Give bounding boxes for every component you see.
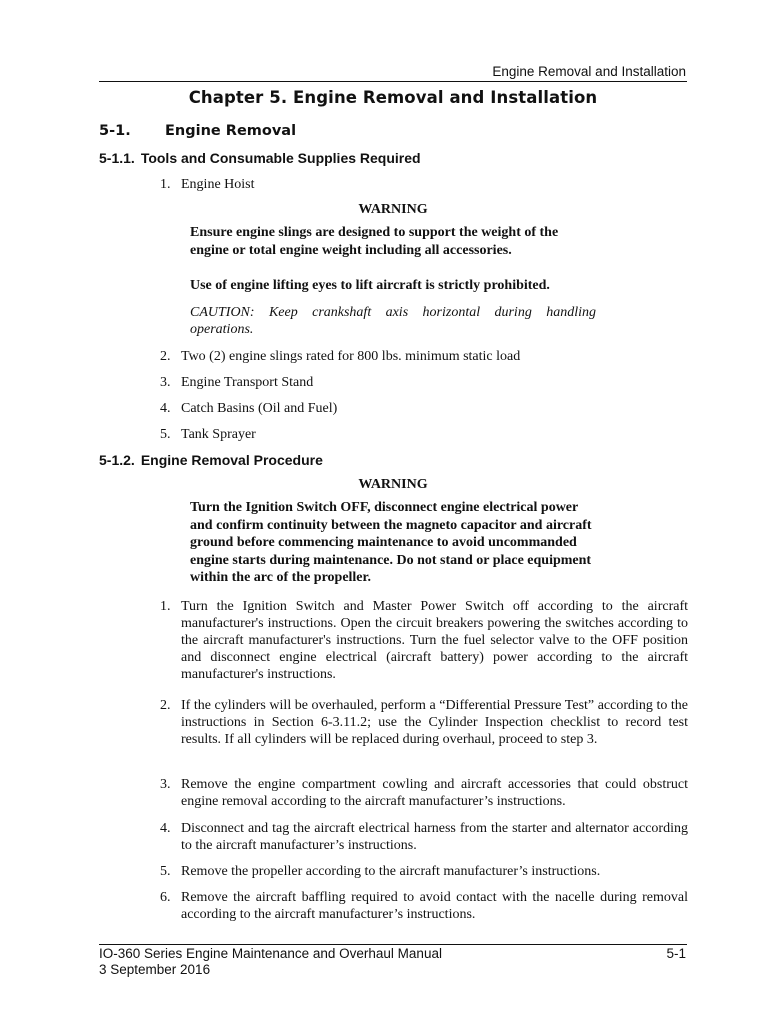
- procedure-step: [160, 697, 688, 748]
- subsection-title: Tools and Consumable Supplies Required: [140, 150, 421, 166]
- list-item: [160, 400, 688, 417]
- list-item-text: Two (2) engine slings rated for 800 lbs. minimum static load: [181, 349, 521, 364]
- footer-info: [99, 946, 442, 978]
- step-number: 6.: [160, 890, 171, 905]
- list-item-number: 3.: [160, 375, 171, 390]
- procedure-step: [160, 889, 688, 923]
- list-item: [160, 348, 688, 365]
- step-text: Remove the aircraft baffling required to avoid contact with the nacelle during removal according to the aircraft manufacturer’s instructions.: [181, 890, 688, 922]
- step-text: Turn the Ignition Switch and Master Power Switch off according to the aircraft manufacturer's instructions. Open the circuit breakers powering the switches according to the aircraft manufacturer's instructions. Turn the fuel selector valve to the OFF position and disconnect engine electrical (aircraft battery) power according to the aircraft manufacturer's instructions.: [181, 599, 688, 682]
- warning-title: WARNING: [358, 477, 428, 492]
- step-text: Disconnect and tag the aircraft electrical harness from the starter and alternator according to the aircraft manufacturer’s instructions.: [181, 821, 688, 853]
- list-item: [160, 426, 688, 443]
- caution-note: CAUTION: Keep crankshaft axis horizontal during handling operations.: [190, 305, 596, 337]
- list-item-number: 4.: [160, 401, 171, 416]
- subsection-heading-tools: [99, 150, 421, 166]
- warning-text: Use of engine lifting eyes to lift aircraft is strictly prohibited.: [190, 278, 550, 293]
- step-text: Remove the engine compartment cowling and aircraft accessories that could obstruct engine removal according to the aircraft manufacturer’s instructions.: [181, 777, 688, 809]
- footer-rule: [99, 944, 687, 945]
- list-item-number: 1.: [160, 177, 171, 192]
- page-number: 5-1: [666, 946, 686, 961]
- list-item: [160, 374, 688, 391]
- list-item-text: Engine Hoist: [181, 177, 255, 192]
- step-number: 5.: [160, 864, 171, 879]
- list-item-number: 5.: [160, 427, 171, 442]
- subsection-heading-procedure: [99, 452, 323, 468]
- list-item-text: Catch Basins (Oil and Fuel): [181, 401, 338, 416]
- running-header: Engine Removal and Installation: [492, 64, 686, 79]
- step-number: 2.: [160, 698, 171, 713]
- list-item-number: 2.: [160, 349, 171, 364]
- step-number: 3.: [160, 777, 171, 792]
- chapter-title: Chapter 5. Engine Removal and Installation: [188, 88, 598, 107]
- step-text: Remove the propeller according to the aircraft manufacturer’s instructions.: [181, 864, 601, 879]
- subsection-number: 5-1.1.: [99, 150, 135, 166]
- warning-title: WARNING: [358, 202, 428, 217]
- section-heading: [99, 123, 296, 139]
- procedure-step: [160, 776, 688, 810]
- step-text: If the cylinders will be overhauled, perform a “Differential Pressure Test” according to the instructions in Section 6-3.11.2; use the Cylinder Inspection checklist to record test results. If all cylinders will be replaced during overhaul, proceed to step 3.: [181, 698, 688, 747]
- procedure-step: [160, 598, 688, 683]
- publication-date: 3 September 2016: [99, 962, 211, 977]
- step-number: 1.: [160, 599, 171, 614]
- manual-title: IO-360 Series Engine Maintenance and Overhaul Manual: [99, 946, 442, 961]
- section-title: Engine Removal: [165, 123, 297, 139]
- warning-text: Turn the Ignition Switch OFF, disconnect engine electrical power and confirm continuity between the magneto capacitor and aircraft ground before commencing maintenance to avoid uncommanded engine starts during maintenance. Do not stand or place equipment within the arc of the propeller.: [190, 500, 592, 585]
- step-number: 4.: [160, 821, 171, 836]
- section-number: 5-1.: [99, 123, 131, 139]
- subsection-number: 5-1.2.: [99, 452, 135, 468]
- header-rule: [99, 81, 687, 82]
- list-item-text: Tank Sprayer: [181, 427, 256, 442]
- procedure-step: [160, 820, 688, 854]
- subsection-title: Engine Removal Procedure: [140, 452, 323, 468]
- warning-text: Ensure engine slings are designed to support the weight of the engine or total engine weight including all accessories.: [190, 225, 559, 258]
- list-item: [160, 176, 688, 193]
- list-item-text: Engine Transport Stand: [181, 375, 314, 390]
- procedure-step: [160, 863, 688, 880]
